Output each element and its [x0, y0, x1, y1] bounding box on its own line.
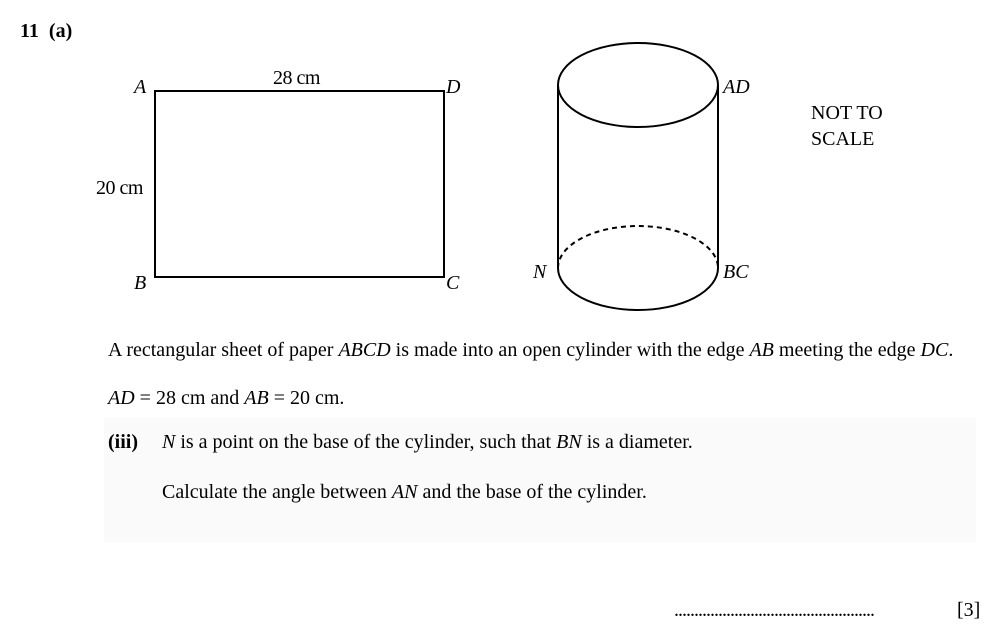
subquestion-text: and the base of the cylinder.: [417, 481, 647, 503]
not-to-scale-line1: NOT TO: [811, 102, 883, 124]
subquestion-text: is a diameter.: [581, 431, 693, 453]
marks-label: [3]: [957, 599, 981, 621]
dimension-ab: AB: [244, 387, 269, 409]
question-part: (a): [48, 20, 73, 42]
cylinder-label-n: N: [533, 261, 547, 283]
question-number-value: 11: [20, 20, 39, 42]
description-ab: AB: [749, 339, 774, 361]
top-length-label: 28 cm: [273, 67, 320, 89]
vertex-label-b: B: [134, 272, 147, 294]
dimensions-line: [108, 387, 344, 410]
point-n: N: [162, 431, 176, 453]
description-text: meeting the edge: [773, 339, 921, 361]
subquestion-line1: [162, 431, 693, 454]
dimension-text: = 20 cm.: [268, 387, 345, 409]
rectangle-abcd: [155, 91, 444, 277]
subquestion-text: is a point on the base of the cylinder, such that: [175, 431, 557, 453]
description-abcd: ABCD: [338, 339, 391, 361]
not-to-scale-line2: SCALE: [811, 128, 875, 150]
cylinder-label-bc: BC: [723, 261, 749, 283]
cylinder-label-ad: AD: [723, 76, 750, 98]
side-length-label: 20 cm: [96, 177, 143, 199]
vertex-label-c: C: [446, 272, 460, 294]
dimension-text: = 28 cm and: [134, 387, 245, 409]
description-dc: DC: [920, 339, 949, 361]
cylinder-base-front: [558, 268, 718, 310]
cylinder-top-ellipse: [558, 43, 718, 127]
subquestion-label: (iii): [108, 431, 138, 453]
vertex-label-d: D: [446, 76, 461, 98]
subquestion-text: Calculate the angle between: [162, 481, 392, 503]
vertex-label-a: A: [134, 76, 147, 98]
description-paragraph: [108, 339, 966, 362]
description-text: .: [948, 339, 954, 361]
subquestion-line2: [162, 481, 647, 504]
segment-an: AN: [391, 481, 418, 503]
segment-bn: BN: [556, 431, 582, 453]
cylinder-base-hidden: [558, 226, 718, 268]
description-text: is made into an open cylinder with the edge: [390, 339, 750, 361]
answer-line[interactable]: ..................................................: [674, 599, 874, 621]
description-text: A rectangular sheet of paper: [108, 339, 339, 361]
dimension-ad: AD: [108, 387, 135, 409]
